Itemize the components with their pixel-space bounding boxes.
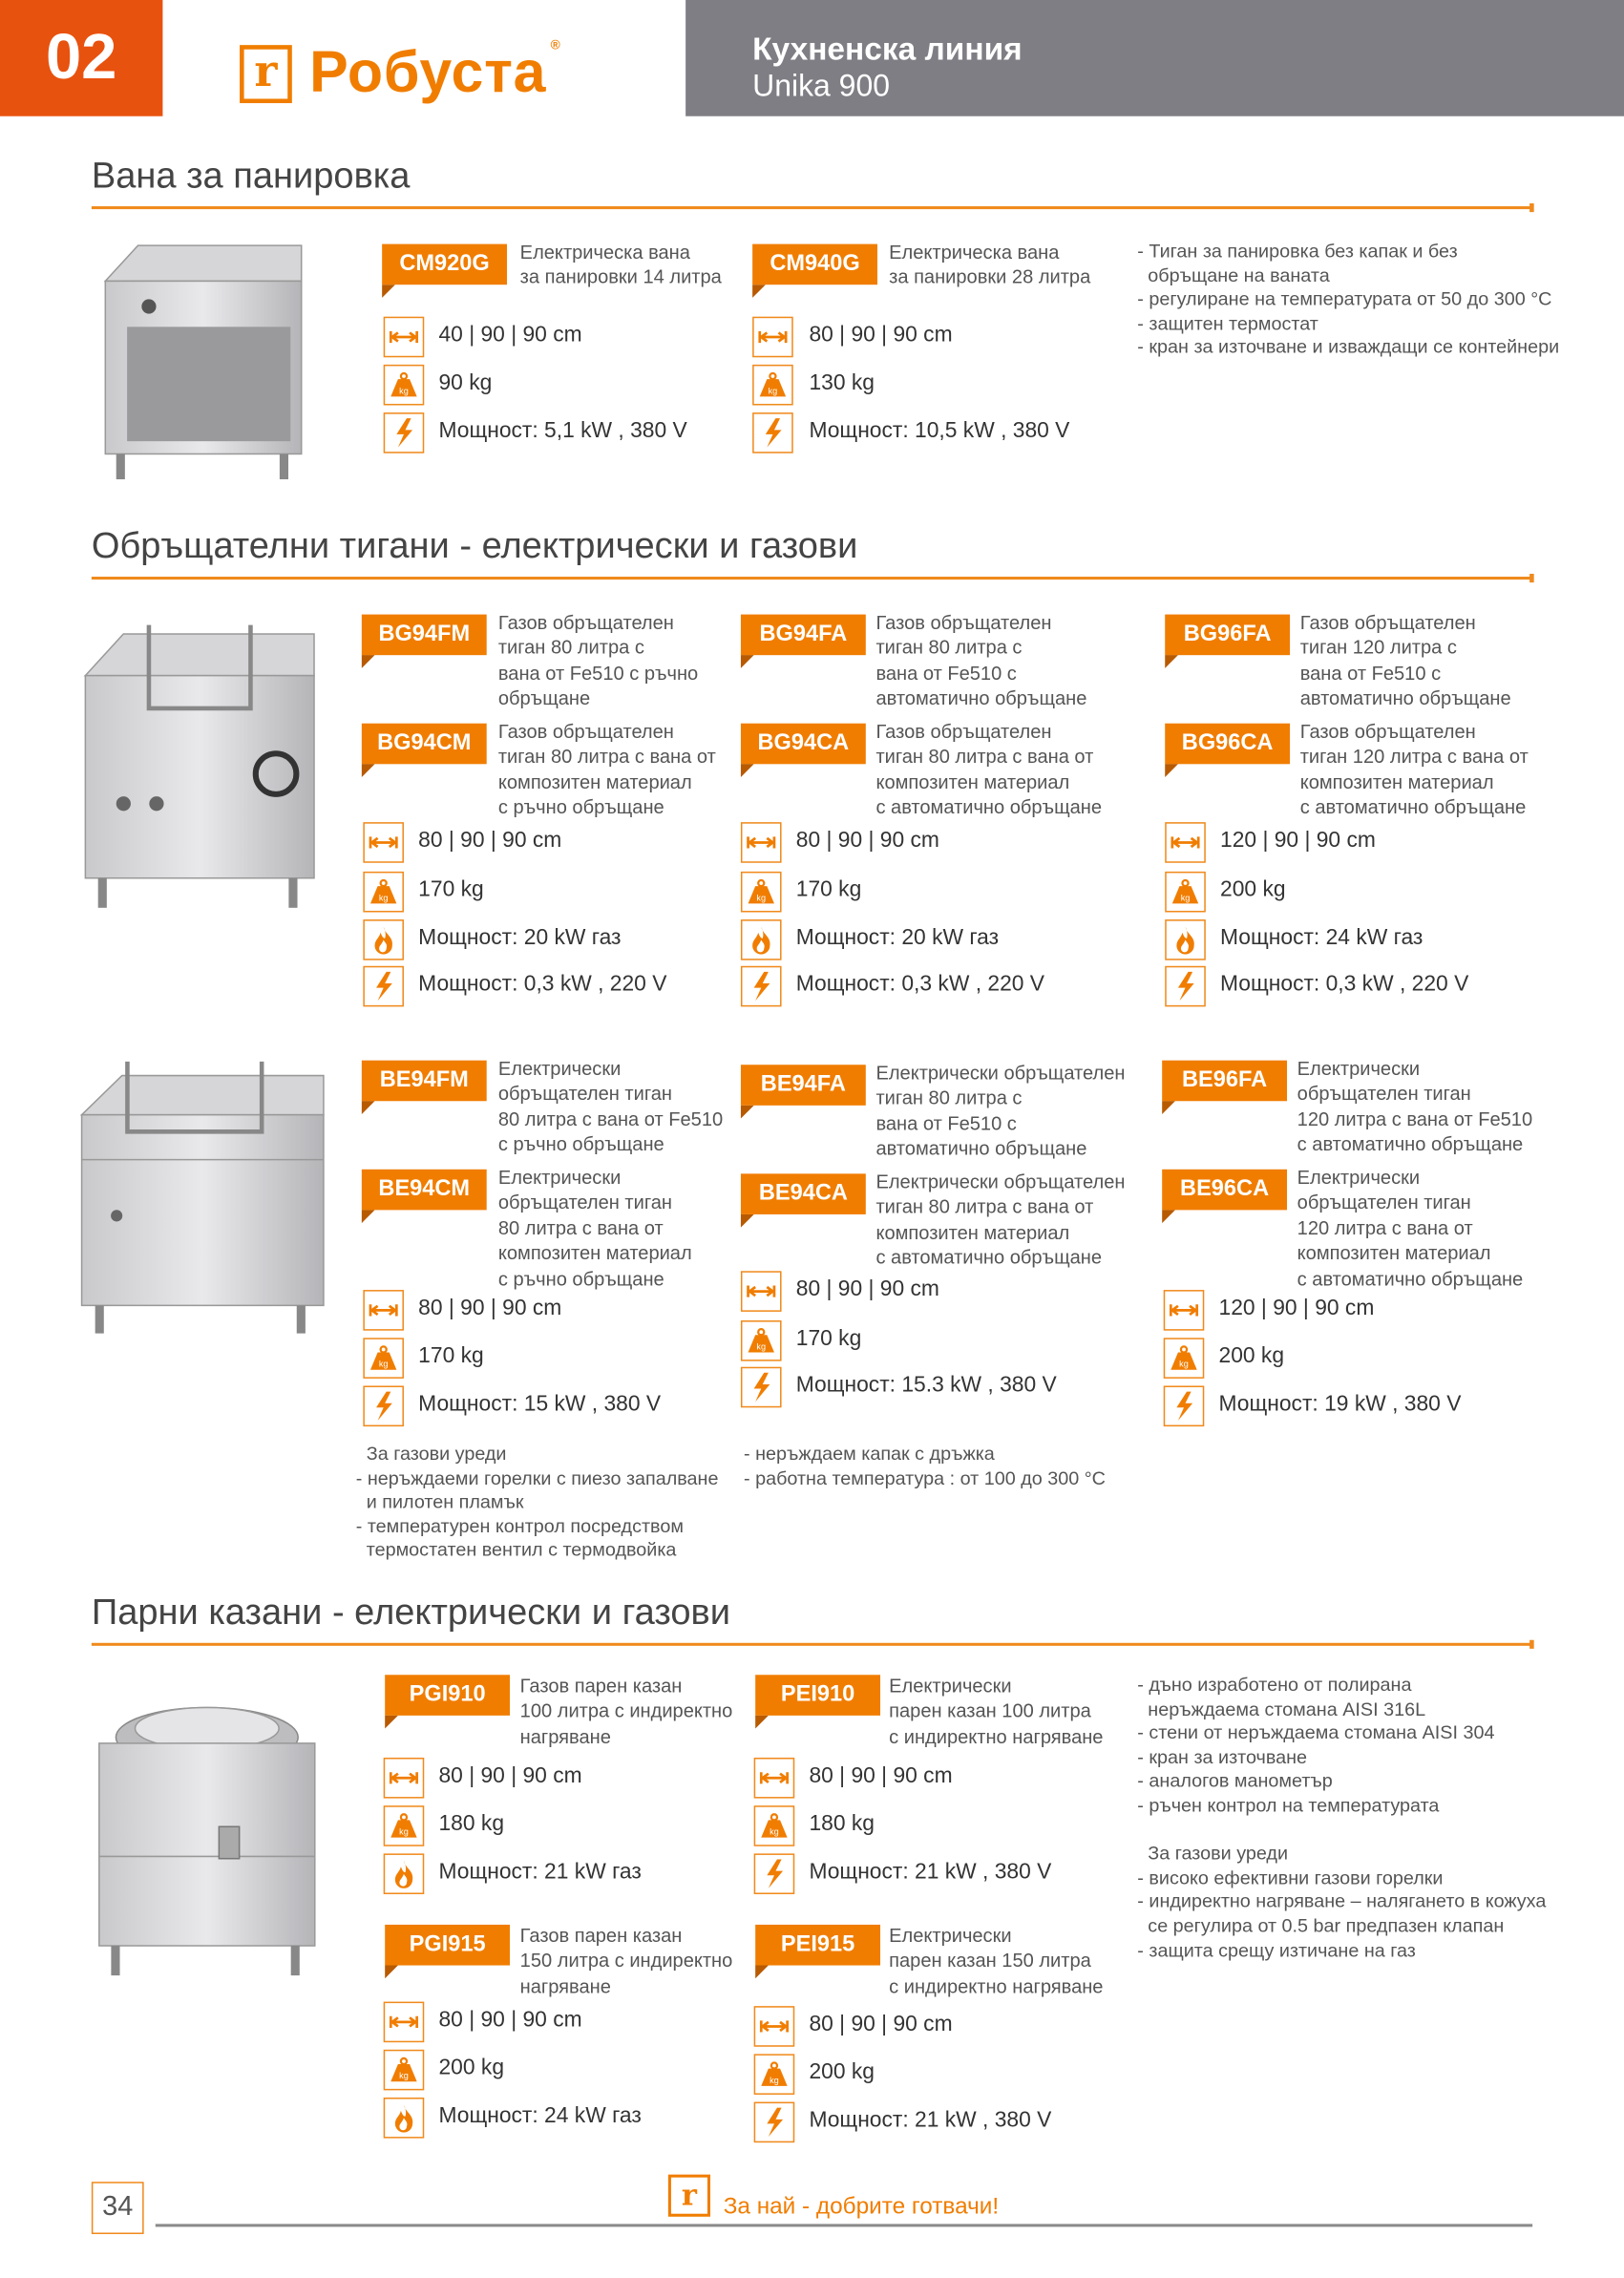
spec-dims: 80 | 90 | 90 cm xyxy=(438,2007,582,2033)
spec-weight: 180 kg xyxy=(438,1811,505,1837)
section-divider xyxy=(92,1643,1532,1646)
dimensions-icon xyxy=(1165,822,1206,863)
weight-icon xyxy=(1164,1338,1205,1379)
weight-icon xyxy=(384,1805,425,1846)
product-code-tag: CM940G xyxy=(752,244,877,285)
svg-text:kg: kg xyxy=(399,2071,409,2081)
spec-dims: 80 | 90 | 90 cm xyxy=(809,322,953,348)
spec-gas: Мощност: 20 kW газ xyxy=(418,925,622,951)
product-code-tag: BG96CA xyxy=(1165,724,1290,765)
svg-text:kg: kg xyxy=(770,1826,779,1837)
svg-text:kg: kg xyxy=(768,386,778,396)
page-number: 34 xyxy=(92,2182,144,2234)
product-description: Електрически обръщателен тиган 80 литра с вана от композитен материал с автоматично обръщане xyxy=(875,1171,1126,1269)
spec-weight: 200 kg xyxy=(809,2059,875,2085)
product-code-tag: PEI915 xyxy=(755,1925,880,1966)
product-code-tag: BG96FA xyxy=(1165,615,1290,656)
svg-text:kg: kg xyxy=(399,1826,409,1837)
section-title: Парни казани - електрически и газови xyxy=(91,1592,730,1634)
lightning-icon xyxy=(363,1385,404,1426)
feature-notes: - Тиган за панировка без капак и без обръщане на ваната - регулиране на температурата от 50 до 300 °C - защитен термостат - кран за източване и изваждащи се контейнери xyxy=(1137,240,1560,358)
product-description: Газов парен казан 100 литра с индиректно нагряване xyxy=(519,1675,733,1748)
spec-weight: 200 kg xyxy=(438,2055,505,2080)
spec-weight: 200 kg xyxy=(1218,1343,1285,1369)
spec-dims: 120 | 90 | 90 cm xyxy=(1220,828,1376,854)
spec-weight: 130 kg xyxy=(809,369,875,395)
svg-text:kg: kg xyxy=(1180,893,1191,903)
section-title: Обръщателни тигани - електрически и газови xyxy=(91,525,858,567)
dimensions-icon xyxy=(752,317,793,358)
spec-power: Мощност: 21 kW , 380 V xyxy=(809,1859,1052,1885)
feature-notes: За газови уреди - неръждаеми горелки с пиезо запалване и пилотен пламък - температурен контрол посредством термостатен вентил с термодвойка xyxy=(355,1442,719,1561)
spec-gas: Мощност: 24 kW газ xyxy=(438,2103,642,2128)
spec-weight: 170 kg xyxy=(418,1343,484,1369)
product-description: Електрически обръщателен тиган 120 литра с вана от композитен материал с автоматично обръщане xyxy=(1297,1166,1524,1290)
steam-kettle-image xyxy=(87,1677,327,1983)
spec-weight: 170 kg xyxy=(795,876,862,902)
dimensions-icon xyxy=(754,2006,795,2047)
spec-power: Мощност: 0,3 kW , 220 V xyxy=(795,971,1045,997)
product-description: Газов обръщателен тиган 120 литра с вана от Fe510 с автоматично обръщане xyxy=(1299,611,1511,709)
weight-icon xyxy=(752,365,793,406)
flame-icon xyxy=(741,919,782,960)
product-code-tag: BG94FA xyxy=(741,615,866,656)
product-description: Електрически обръщателен тиган 80 литра с вана от Fe510 с ръчно обръщане xyxy=(497,1057,724,1155)
spec-power: Мощност: 10,5 kW , 380 V xyxy=(809,418,1070,444)
spec-weight: 90 kg xyxy=(438,369,493,395)
spec-dims: 80 | 90 | 90 cm xyxy=(795,1276,939,1302)
chapter-number: 02 xyxy=(0,0,162,116)
product-code-tag: BG94CM xyxy=(362,724,487,765)
dimensions-icon xyxy=(384,1758,425,1799)
product-code-tag: BG94FM xyxy=(362,615,487,656)
weight-icon xyxy=(363,1338,404,1379)
product-code-tag: BE96CA xyxy=(1162,1170,1287,1211)
spec-dims: 80 | 90 | 90 cm xyxy=(795,828,939,854)
footer-tagline: За най - добрите готвачи! xyxy=(723,2194,1000,2220)
svg-text:kg: kg xyxy=(756,893,767,903)
product-code-tag: PGI915 xyxy=(385,1925,510,1966)
svg-text:kg: kg xyxy=(399,386,409,396)
product-code-tag: BE94FM xyxy=(362,1061,487,1102)
spec-power: Мощност: 19 kW , 380 V xyxy=(1218,1391,1462,1417)
brand-mark-icon: r xyxy=(240,44,292,102)
lightning-icon xyxy=(741,966,782,1007)
dimensions-icon xyxy=(1164,1290,1205,1331)
spec-dims: 80 | 90 | 90 cm xyxy=(809,2012,953,2037)
spec-power: Мощност: 15 kW , 380 V xyxy=(418,1391,662,1417)
weight-icon xyxy=(754,2054,795,2095)
spec-dims: 80 | 90 | 90 cm xyxy=(809,1763,953,1788)
tilting-pan-gas-image xyxy=(73,610,327,916)
feature-notes: - неръждаем капак с дръжка - работна температура : от 100 до 300 °C xyxy=(743,1442,1106,1488)
section-divider xyxy=(92,577,1532,580)
weight-icon xyxy=(741,1320,782,1361)
footer-divider xyxy=(156,2224,1532,2226)
spec-weight: 180 kg xyxy=(809,1811,875,1837)
brand-name-text: Робуста xyxy=(309,40,547,105)
product-code-tag: BE94FA xyxy=(741,1065,866,1106)
product-description: Газов обръщателен тиган 80 литра с вана от Fe510 с автоматично обръщане xyxy=(875,611,1087,709)
weight-icon xyxy=(384,2050,425,2091)
lightning-icon xyxy=(1165,966,1206,1007)
product-description: Електрически обръщателен тиган 120 литра с вана от Fe510 с автоматично обръщане xyxy=(1297,1057,1533,1155)
spec-gas: Мощност: 20 kW газ xyxy=(795,925,1000,951)
lightning-icon xyxy=(754,2102,795,2143)
svg-text:kg: kg xyxy=(1179,1359,1189,1369)
product-description: Електрически обръщателен тиган 80 литра с вана от Fe510 с автоматично обръщане xyxy=(875,1062,1126,1160)
spec-dims: 80 | 90 | 90 cm xyxy=(418,828,562,854)
weight-icon xyxy=(384,365,425,406)
svg-text:kg: kg xyxy=(378,1359,389,1369)
product-description: Електрически обръщателен тиган 80 литра с вана от композитен материал с ръчно обръщане xyxy=(497,1166,692,1290)
product-description: Електрически парен казан 150 литра с индиректно нагряване xyxy=(889,1924,1104,1997)
product-code-tag: CM920G xyxy=(382,244,507,285)
feature-notes: - дъно изработено от полирана неръждаема стомана AISI 316L - стени от неръждаема стомана AISI 304 - кран за източване - аналогов манометър - ръчен контрол на температурата За газови уреди - високо ефективни газови горелки - индиректно нагряване – налягането в кожуха се регулира от 0.5 bar предпазен клапан - защита срещу изтичане на газ xyxy=(1137,1673,1547,1961)
product-description: Електрическа вана за панировки 14 литра xyxy=(519,241,722,288)
spec-weight: 170 kg xyxy=(795,1326,862,1351)
section-title: Вана за панировка xyxy=(91,155,411,197)
spec-power: Мощност: 15.3 kW , 380 V xyxy=(795,1372,1057,1398)
spec-dims: 80 | 90 | 90 cm xyxy=(418,1296,562,1321)
spec-gas: Мощност: 24 kW газ xyxy=(1220,925,1424,951)
weight-icon xyxy=(1165,872,1206,913)
footer-logo-icon: r xyxy=(668,2175,710,2217)
product-description: Газов обръщателен тиган 120 литра с вана от композитен материал с автоматично обръщане xyxy=(1299,720,1529,818)
lightning-icon xyxy=(363,966,404,1007)
product-description: Електрическа вана за панировки 28 литра xyxy=(889,241,1091,288)
flame-icon xyxy=(363,919,404,960)
spec-power: Мощност: 0,3 kW , 220 V xyxy=(418,971,667,997)
spec-power: Мощност: 0,3 kW , 220 V xyxy=(1220,971,1469,997)
spec-weight: 170 kg xyxy=(418,876,484,902)
section-divider xyxy=(92,206,1532,209)
tilting-pan-electric-image xyxy=(69,1053,337,1340)
dimensions-icon xyxy=(363,1290,404,1331)
product-description: Газов обръщателен тиган 80 литра с вана от Fe510 с ръчно обръщане xyxy=(497,611,699,709)
weight-icon xyxy=(754,1805,795,1846)
breading-tank-image xyxy=(95,225,312,487)
svg-text:kg: kg xyxy=(770,2075,779,2085)
svg-text:kg: kg xyxy=(756,1341,767,1352)
lightning-icon xyxy=(384,412,425,453)
spec-gas: Мощност: 21 kW газ xyxy=(438,1859,642,1885)
lightning-icon xyxy=(1164,1385,1205,1426)
flame-icon xyxy=(1165,919,1206,960)
spec-power: Мощност: 5,1 kW , 380 V xyxy=(438,418,687,444)
svg-text:kg: kg xyxy=(378,893,389,903)
product-code-tag: PEI910 xyxy=(755,1675,880,1716)
dimensions-icon xyxy=(741,822,782,863)
dimensions-icon xyxy=(741,1271,782,1312)
dimensions-icon xyxy=(363,822,404,863)
spec-dims: 80 | 90 | 90 cm xyxy=(438,1763,582,1788)
product-description: Газов обръщателен тиган 80 литра с вана от композитен материал с автоматично обръщане xyxy=(875,720,1102,818)
spec-dims: 40 | 90 | 90 cm xyxy=(438,322,582,348)
product-description: Електрически парен казан 100 литра с индиректно нагряване xyxy=(889,1675,1104,1748)
lightning-icon xyxy=(752,412,793,453)
brand-name xyxy=(309,37,561,106)
spec-power: Мощност: 21 kW , 380 V xyxy=(809,2107,1052,2133)
registered-mark: ® xyxy=(550,37,561,53)
flame-icon xyxy=(384,1853,425,1894)
header-subtitle: Unika 900 xyxy=(752,70,890,104)
product-code-tag: BG94CA xyxy=(741,724,866,765)
product-code-tag: BE94CM xyxy=(362,1170,487,1211)
weight-icon xyxy=(363,872,404,913)
lightning-icon xyxy=(741,1367,782,1408)
product-code-tag: BE94CA xyxy=(741,1173,866,1214)
product-code-tag: PGI910 xyxy=(385,1675,510,1716)
lightning-icon xyxy=(754,1853,795,1894)
product-description: Газов парен казан 150 литра с индиректно нагряване xyxy=(519,1924,733,1997)
weight-icon xyxy=(741,872,782,913)
flame-icon xyxy=(384,2098,425,2139)
dimensions-icon xyxy=(384,2002,425,2043)
dimensions-icon xyxy=(754,1758,795,1799)
header-title: Кухненска линия xyxy=(752,30,1023,67)
spec-dims: 120 | 90 | 90 cm xyxy=(1218,1296,1375,1321)
brand-logo xyxy=(240,37,561,106)
spec-weight: 200 kg xyxy=(1220,876,1286,902)
product-code-tag: BE96FA xyxy=(1162,1061,1287,1102)
product-description: Газов обръщателен тиган 80 литра с вана от композитен материал с ръчно обръщане xyxy=(497,720,716,818)
dimensions-icon xyxy=(384,317,425,358)
